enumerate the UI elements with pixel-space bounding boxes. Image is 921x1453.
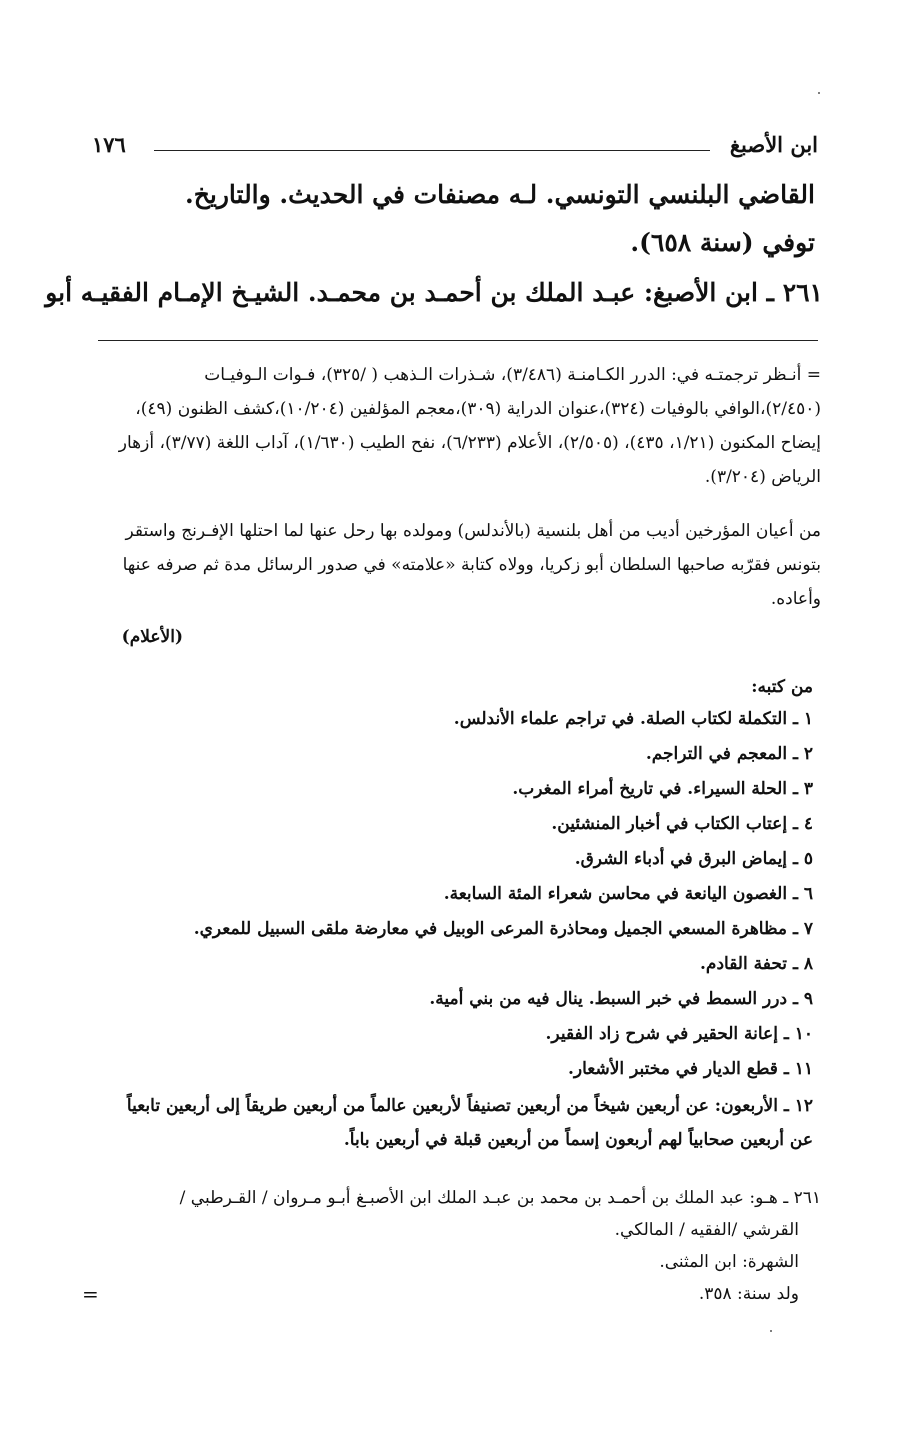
scan-speck [770,1330,772,1332]
entry-note-line: ٢٦١ ـ هـو: عبد الملك بن أحمـد بن محمد بن عبـد الملك ابن الأصبـغ أبـو مـروان / القـرطبي / [179,1188,821,1208]
work-item-12: ١٢ ـ الأربعون: عن أربعين شيخاً من أربعين تصنيفاً لأربعين عالماً من أربعين طريقاً إلى أربعين تابعياً عن أربعين صحابياً لهم أربعون إسماً من أربعين قبلة في أربعين باباً. [126,1096,813,1150]
works-heading: من كتبه: [751,677,813,697]
works-list [101,672,813,1157]
scan-speck [818,92,820,94]
continuation-mark: = [82,1282,99,1306]
work-item: ٩ ـ درر السمط في خبر السبط. ينال فيه من بني أمية. [429,989,813,1009]
header-rule [154,150,710,151]
entry-note-line: الشهرة: ابن المثنى. [659,1252,799,1272]
running-header [92,128,818,168]
entry-note [101,1182,821,1310]
biography-citation: (الأعلام) [121,627,183,647]
work-item: ١ ـ التكملة لكتاب الصلة. في تراجم علماء الأندلس. [453,709,813,729]
work-item: ١٠ ـ إعانة الحقير في شرح زاد الفقير. [545,1024,813,1044]
page-number: ١٧٦ [92,132,126,157]
work-item: ٢ ـ المعجم في التراجم. [645,744,813,764]
work-item: ١١ ـ قطع الديار في مختبر الأشعار. [567,1059,813,1079]
running-title: ابن الأصبغ [729,132,818,157]
entry-note-line: القرشي /الفقيه / المالكي. [614,1220,799,1240]
work-item: ٤ ـ إعتاب الكتاب في أخبار المنشئين. [551,814,813,834]
entry-heading: ٢٦١ ـ ابن الأصبغ: عبـد الملك بن أحمـد بن محمـد. الشيـخ الإمـام الفقيـه أبو [45,278,823,307]
entry-note-line: ولد سنة: ٣٥٨. [698,1284,799,1304]
work-item: ٧ ـ مظاهرة المسعي الجميل ومحاذرة المرعى الوبيل في معارضة ملقى السبيل للمعري. [193,919,813,939]
work-item: ٨ ـ تحفة القادم. [700,954,813,974]
main-line-1: القاضي البلنسي التونسي. لـه مصنفات في الحديث. والتاريخ. [185,180,815,209]
work-item: ٥ ـ إيماض البرق في أدباء الشرق. [574,849,813,869]
work-item: ٦ ـ الغصون اليانعة في محاسن شعراء المئة السابعة. [443,884,813,904]
biography-paragraph: من أعيان المؤرخين أديب من أهل بلنسية (بالأندلس) ومولده بها رحل عنها لما احتلها الإفـرنج واستقر بتونس فقرّبه صاحبها السلطان أبو زكريا، وولاه كتابة «علامته» في صدور الرسائل مدة ثم صرفه عنها وأعاده. [122,521,821,609]
footnote-sources: = أنـظر ترجمتـه في: الدرر الكـامنـة (٣/٤٨٦)، شـذرات الـذهب ( /٣٢٥)، فـوات الـوفيـات (٢/٤٥٠)،الوافي بالوفيات (٣٢٤)،عنوان الدراية (٣٠٩)،معجم المؤلفين (١٠/٢٠٤)،كشف الظنون (٤٩)، إيضاح المكنون (١/٢١، ٤٣٥)، (٢/٥٠٥)، الأعلام (٦/٢٣٣)، نفح الطيب (١/٦٣٠)، آداب اللغة (٣/٧٧)، أزهار الرياض (٣/٢٠٤). [118,365,821,487]
footnote-separator [98,340,818,341]
main-line-2: توفي (سنة ٦٥٨). [630,228,815,257]
work-item: ٣ ـ الحلة السيراء. في تاريخ أمراء المغرب. [512,779,813,799]
